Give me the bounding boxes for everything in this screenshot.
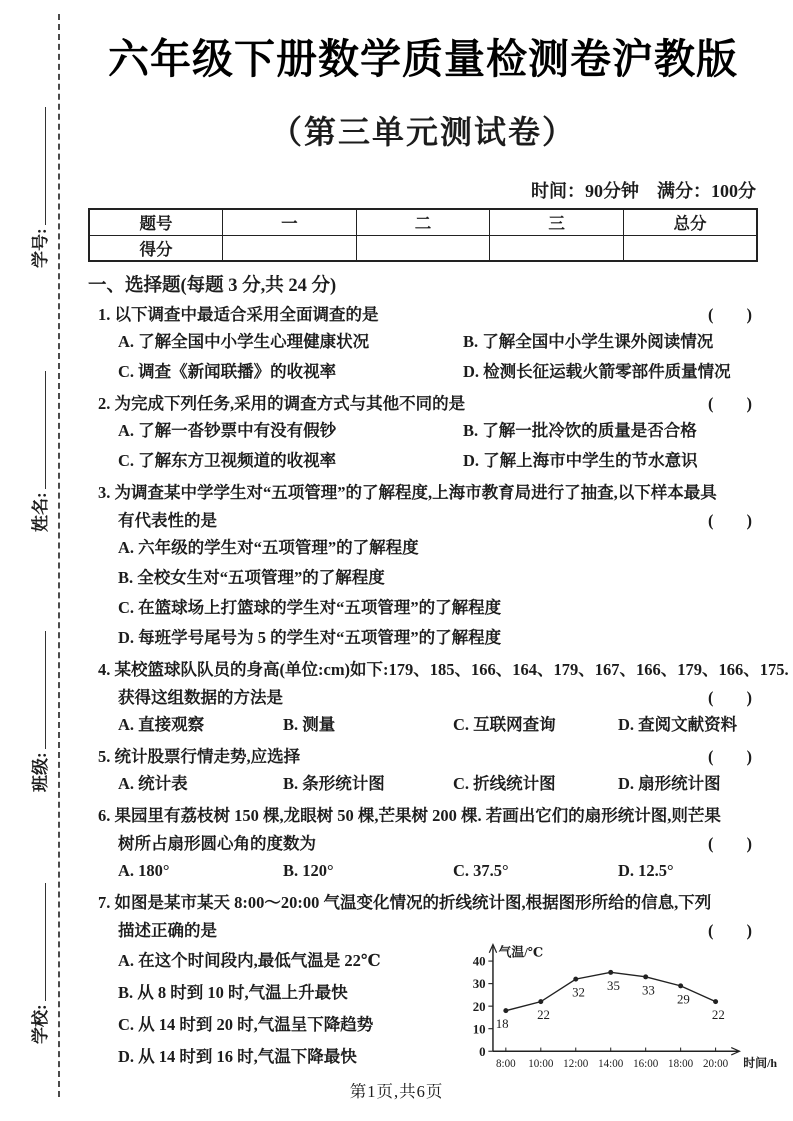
svg-text:18: 18 [495,1017,509,1032]
option-a: A. 了解一沓钞票中有没有假钞 [118,421,337,440]
blank-line [41,631,46,749]
option-c: C. 了解东方卫视频道的收视率 [118,451,337,470]
score-row-label: 得分 [89,235,223,261]
answer-bracket: ( ) [708,511,752,530]
time-score-info: 时间：90分钟 满分：100分 [531,181,756,201]
option-b: B. 测量 [283,715,336,734]
question-7 [88,889,778,1077]
options [118,330,758,383]
question-4 [88,656,789,736]
option-a: A. 180° [118,861,170,880]
score-cell-empty [490,235,624,261]
score-table-value-row [89,235,757,261]
score-table-header-row [89,209,757,235]
svg-text:气温/℃: 气温/℃ [498,945,544,960]
student-id-label: 学号: [31,228,50,268]
options [118,859,758,882]
question-stem-cont: 描述正确的是 ( ) [88,917,758,945]
options [118,949,454,1068]
option-a: A. 统计表 [118,774,188,793]
svg-text:0: 0 [479,1044,486,1059]
svg-text:18:00: 18:00 [668,1057,694,1070]
svg-text:12:00: 12:00 [563,1057,589,1070]
line-chart-svg [454,939,784,1077]
question-stem-cont: 有代表性的是 ( ) [88,507,758,535]
svg-text:29: 29 [676,992,690,1007]
main-content [88,26,789,1082]
svg-text:30: 30 [472,977,486,992]
score-header-cell: 一 [223,209,357,235]
class-field [26,631,51,792]
option-d: D. 扇形统计图 [618,774,721,793]
score-header-cell: 二 [356,209,490,235]
svg-text:20:00: 20:00 [703,1057,729,1070]
option-b: B. 了解全国中小学生课外阅读情况 [463,332,714,351]
svg-text:16:00: 16:00 [633,1057,659,1070]
question-stem: 6. 果园里有荔枝树 150 棵,龙眼树 50 棵,芒果树 200 棵. 若画出它们的扇形统计图,则芒果 [98,806,721,825]
question-stem-cont: 树所占扇形圆心角的度数为 ( ) [88,830,758,858]
options [118,772,758,795]
paper-subtitle: （第三单元测试卷） [269,114,576,150]
question-1 [88,301,758,383]
option-c: C. 从 14 时到 20 时,气温呈下降趋势 [118,1015,374,1034]
option-d: D. 12.5° [618,861,674,880]
answer-bracket: ( ) [708,921,752,940]
score-header-cell: 总分 [623,209,757,235]
svg-text:40: 40 [472,954,486,969]
section-heading: 一、选择题(每题 3 分,共 24 分) [88,276,337,296]
svg-text:32: 32 [572,985,585,1000]
paper-title: 六年级下册数学质量检测卷沪教版 [108,36,738,82]
option-b: B. 从 8 时到 10 时,气温上升最快 [118,983,348,1002]
option-d: D. 检测长征运载火箭零部件质量情况 [463,362,731,381]
options [118,419,758,472]
option-b: B. 120° [283,861,334,880]
svg-text:22: 22 [537,1008,550,1023]
option-c: C. 37.5° [453,861,509,880]
question-stem: 7. 如图是某市某天 8:00～20:00 气温变化情况的折线统计图,根据图形所给的信息,下列 [98,893,712,912]
blank-line [41,883,46,1001]
answer-bracket: ( ) [708,688,752,707]
blank-line [41,371,46,489]
question-5 [88,743,758,795]
temperature-line-chart [454,939,784,1077]
score-header-cell: 三 [490,209,624,235]
dashed-cut-line [58,14,60,1097]
option-d: D. 了解上海市中学生的节水意识 [463,451,698,470]
question-stem: 4. 某校篮球队队员的身高(单位:cm)如下:179、185、166、164、179、167、166、179、166、175. [98,660,789,679]
options [118,713,758,736]
option-c: C. 折线统计图 [453,774,556,793]
question-stem-cont: 获得这组数据的方法是 ( ) [88,684,758,712]
question-stem: 2. 为完成下列任务,采用的调查方式与其他不同的是 ( ) [88,390,758,418]
option-b: B. 条形统计图 [283,774,385,793]
question-stem: 5. 统计股票行情走势,应选择 ( ) [88,743,758,771]
school-field [26,883,51,1044]
svg-text:35: 35 [607,978,620,993]
score-header-cell: 题号 [89,209,223,235]
answer-bracket: ( ) [708,305,752,324]
option-a: A. 了解全国中小学生心理健康状况 [118,332,370,351]
question-6 [88,802,758,882]
page-footer: 第1页,共6页 [349,1082,444,1101]
option-b: B. 了解一批冷饮的质量是否合格 [463,421,697,440]
question-stem: 1. 以下调查中最适合采用全面调查的是 ( ) [88,301,758,329]
student-id-field [26,107,51,268]
name-label: 姓名: [31,492,50,532]
svg-text:14:00: 14:00 [598,1057,624,1070]
svg-text:时间/h: 时间/h [743,1055,778,1070]
score-table [88,208,758,262]
question-stem: 3. 为调查某中学学生对“五项管理”的了解程度,上海市教育局进行了抽查,以下样本最具 [98,483,717,502]
option-d: D. 每班学号尾号为 5 的学生对“五项管理”的了解程度 [118,628,502,647]
answer-bracket: ( ) [708,394,752,413]
option-c: C. 调查《新闻联播》的收视率 [118,362,337,381]
option-d: D. 从 14 时到 16 时,气温下降最快 [118,1047,357,1066]
school-label: 学校: [31,1004,50,1044]
svg-text:33: 33 [642,983,655,998]
options [118,536,758,649]
score-cell-empty [356,235,490,261]
score-cell-empty [223,235,357,261]
name-field [26,371,51,532]
question-3 [88,479,758,649]
svg-text:10: 10 [472,1022,486,1037]
option-c: C. 在篮球场上打篮球的学生对“五项管理”的了解程度 [118,598,502,617]
answer-bracket: ( ) [708,747,752,766]
option-d: D. 查阅文献资料 [618,715,738,734]
blank-line [41,107,46,225]
class-label: 班级: [31,752,50,792]
option-a: A. 在这个时间段内,最低气温是 22℃ [118,951,381,970]
option-a: A. 六年级的学生对“五项管理”的了解程度 [118,538,419,557]
option-b: B. 全校女生对“五项管理”的了解程度 [118,568,385,587]
svg-text:22: 22 [711,1008,725,1023]
svg-text:10:00: 10:00 [528,1057,554,1070]
svg-text:8:00: 8:00 [496,1057,516,1070]
score-cell-empty [623,235,757,261]
answer-bracket: ( ) [708,834,752,853]
question-2 [88,390,758,472]
svg-text:20: 20 [472,999,486,1014]
option-c: C. 互联网查询 [453,715,556,734]
option-a: A. 直接观察 [118,715,205,734]
